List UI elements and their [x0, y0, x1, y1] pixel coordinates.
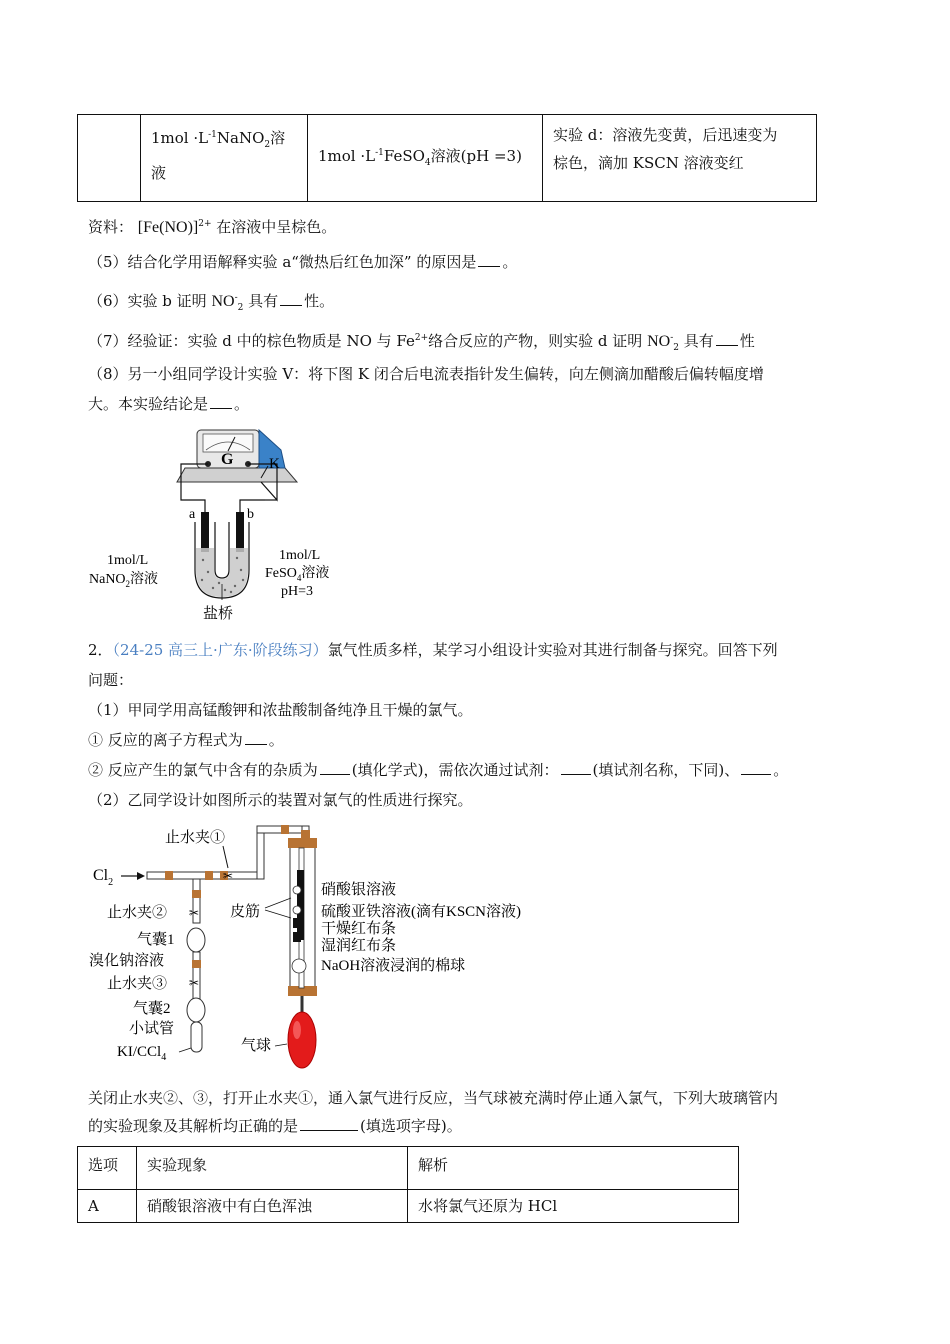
answer-blank[interactable] [320, 760, 350, 775]
right-ph-label: pH=3 [281, 584, 314, 599]
table-header-cell: 实验现象 [137, 1147, 408, 1190]
balloon2-label: 气囊2 [133, 1001, 171, 1017]
answer-blank[interactable] [210, 394, 232, 409]
electrode-b-label: b [247, 507, 254, 522]
table-cell: 硝酸银溶液中有白色浑浊 [137, 1190, 408, 1223]
top-table-empty-cell [78, 115, 141, 202]
question-2-line2: 问题： [88, 671, 134, 689]
table-cell: A [78, 1190, 137, 1223]
question-source-link[interactable]: （24-25 高三上·广东·阶段练习） [112, 641, 328, 659]
galvanic-cell-figure [85, 420, 355, 630]
balloon-label: 气球 [241, 1038, 272, 1054]
small-tube-label: 小试管 [129, 1021, 175, 1037]
answer-blank[interactable] [280, 291, 302, 306]
electrode-a [201, 512, 209, 552]
table-row [78, 1190, 739, 1223]
question-8-line2: 大。本实验结论是 。 [88, 395, 250, 413]
kicl4-label: KI/CCl$_4$ [117, 1044, 167, 1063]
question-5: （5）结合化学用语解释实验 a“微热后红色加深” 的原因是 。 [88, 253, 518, 271]
cl2-label: $Cl_2$ [93, 867, 114, 888]
question-2-line1: 2．（24-25 高三上·广东·阶段练习）氯气性质多样，某学习小组设计实验对其进行制备与探究。回答下列 [88, 641, 778, 659]
electrode-a-label: a [189, 507, 196, 522]
electrode-b [236, 512, 244, 552]
question-2-part1b: ② 反应产生的氯气中含有的杂质为 (填化学式)，需依次通过试剂： (填试剂名称，下同)、 。 [88, 761, 789, 779]
table-header-row [78, 1147, 739, 1190]
clamp3-label: 止水夹③ [107, 976, 168, 992]
question-8-line1: （8）另一小组同学设计实验 V：将下图 K 闭合后电流表指针发生偏转，向左侧滴加醋酸后偏转幅度增 [88, 365, 764, 383]
answer-blank[interactable] [245, 730, 267, 745]
question-2-part1: （1）甲同学用高锰酸钾和浓盐酸制备纯净且干燥的氯气。 [88, 701, 473, 719]
answer-blank[interactable] [300, 1116, 358, 1131]
balloon1-shape [187, 928, 205, 952]
table-header-cell: 解析 [408, 1147, 739, 1190]
balloon2-shape [187, 998, 205, 1022]
small-test-tube [191, 1022, 202, 1052]
top-table [77, 114, 817, 202]
table-cell: 水将氯气还原为 HCl [408, 1190, 739, 1223]
question-7: （7）经验证：实验 d 中的棕色物质是 NO 与 $Fe^{2+}$络合反应的产物，则实验 d 证明 $NO^-_2$ 具有 性 [88, 332, 755, 353]
answer-blank[interactable] [478, 252, 500, 267]
top-table-reagent2-cell: $1mol \cdot L^{-1}FeSO_4$溶液(pH =3) [308, 115, 543, 202]
salt-bridge-label: 盐桥 [203, 606, 234, 622]
switch-label: K [269, 456, 280, 472]
clamp3-icon[interactable]: ✂ [189, 976, 200, 990]
question-2-tail-line2: 的实验现象及其解析均正确的是 (填选项字母)。 [88, 1117, 462, 1135]
naoh-label: NaOH溶液浸润的棉球 [321, 958, 466, 974]
question-2-part1a: ① 反应的离子方程式为 。 [88, 731, 284, 749]
clamp1-icon[interactable]: ✂ [223, 869, 234, 883]
clamp1-label: 止水夹① [165, 830, 226, 846]
answer-blank[interactable] [716, 331, 738, 346]
fe-no-complex-formula: [Fe(NO)] [137, 219, 199, 236]
balloon1-label: 气囊1 [137, 932, 175, 948]
wet-cloth-label: 湿润红布条 [321, 938, 397, 954]
info-line: 资料： $[Fe(NO)]^{2+}$ 在溶液中呈棕色。 [88, 218, 337, 236]
nabr-label: 溴化钠溶液 [89, 953, 165, 969]
agno3-label: 硝酸银溶液 [321, 882, 397, 898]
left-concentration-label: 1mol/L [107, 553, 149, 568]
top-table-reagent1-cell: $1mol \cdot L^{-1}NaNO_2$溶 液 [141, 115, 308, 202]
question-2-tail-line1: 关闭止水夹②、③，打开止水夹①，通入氯气进行反应，当气球被充满时停止通入氯气，下列大玻璃管内 [88, 1089, 779, 1107]
chlorine-apparatus-figure [85, 820, 585, 1070]
clamp2-icon[interactable]: ✂ [189, 906, 200, 920]
red-balloon [288, 1012, 316, 1068]
feso4-label: 硫酸亚铁溶液(滴有KSCN溶液) [321, 904, 522, 920]
clamp2-label: 止水夹② [107, 905, 168, 921]
right-concentration-label: 1mol/L [279, 548, 321, 563]
dry-cloth-label: 干燥红布条 [321, 921, 397, 937]
top-table-result-cell: 实验 d：溶液先变黄，后迅速变为 棕色，滴加 KSCN 溶液变红 [543, 115, 817, 202]
rubber-band-label: 皮筋 [230, 904, 261, 920]
galvanometer-label: G [221, 451, 234, 468]
question-6: （6）实验 b 证明 $NO^-_2$ 具有 性。 [88, 292, 335, 313]
question-2-part2: （2）乙同学设计如图所示的装置对氯气的性质进行探究。 [88, 791, 473, 809]
answer-blank[interactable] [741, 760, 771, 775]
table-header-cell: 选项 [78, 1147, 137, 1190]
options-table [77, 1146, 739, 1223]
left-solution-label: NaNO$_2$溶液 [89, 572, 159, 589]
answer-blank[interactable] [561, 760, 591, 775]
right-solution-label: FeSO$_4$溶液 [265, 566, 330, 583]
